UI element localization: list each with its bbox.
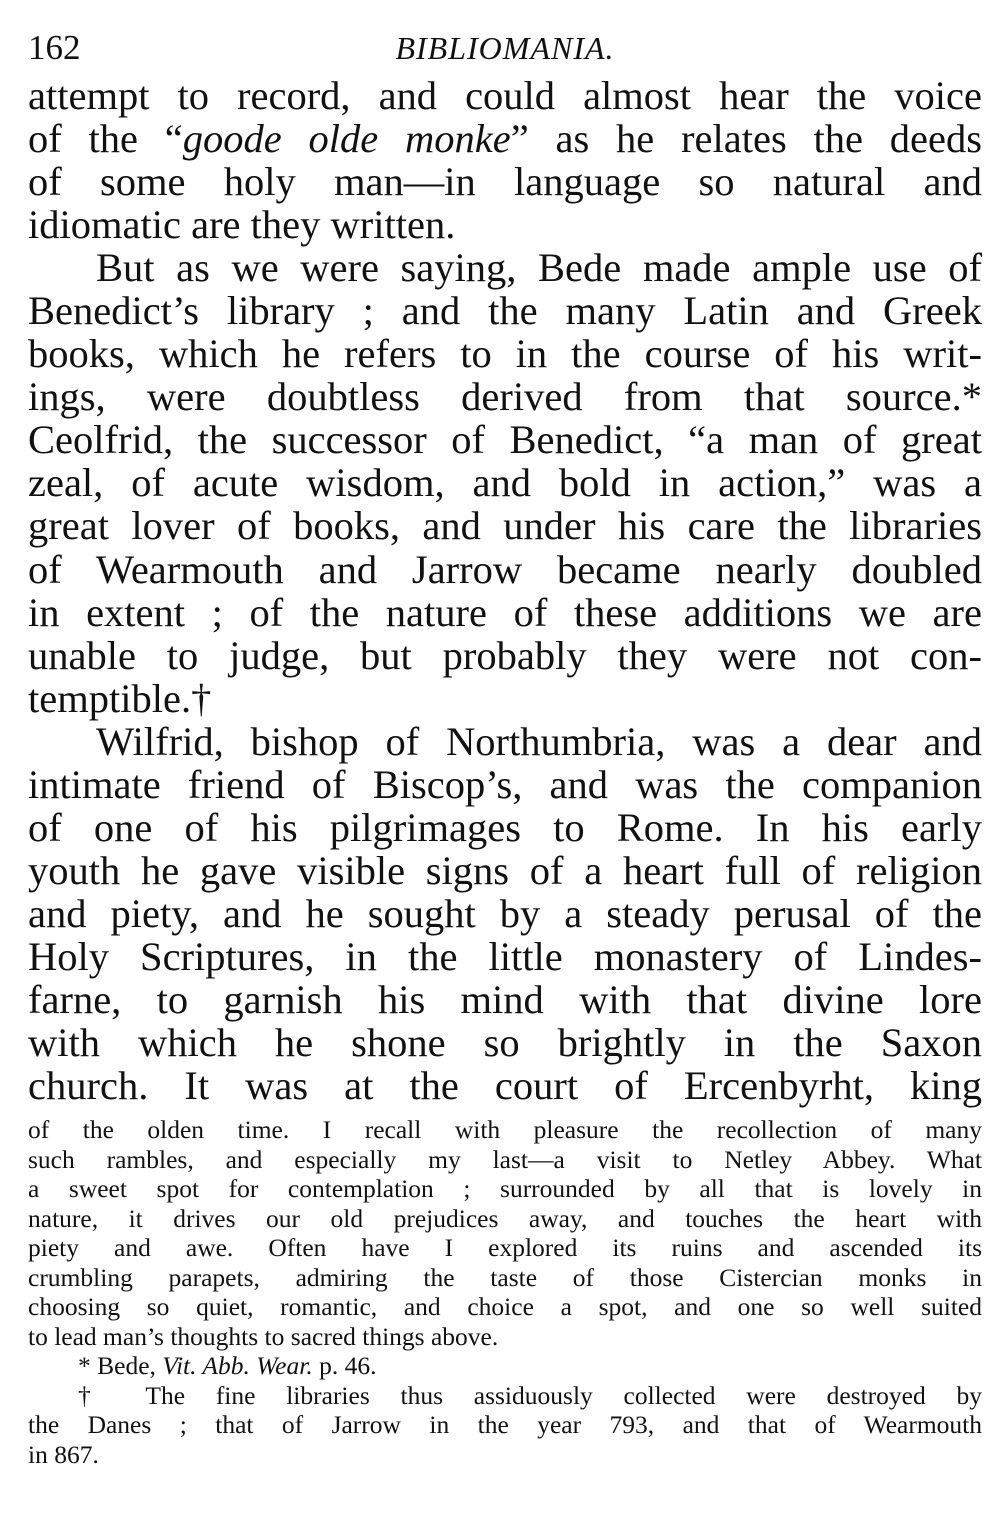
body-line: of some holy man—in language so natural and bbox=[28, 159, 982, 205]
body-line: Holy Scriptures, in the little monastery of Lindes- bbox=[28, 933, 982, 979]
body-line bbox=[28, 117, 982, 160]
footnote-star-source: Vit. Abb. Wear. bbox=[162, 1351, 313, 1381]
body-line: zeal, of acute wisdom, and bold in action,” was a bbox=[28, 460, 982, 506]
body-line: Benedict’s library ; and the many Latin and Greek bbox=[28, 288, 982, 334]
footnote-continued-line: a sweet spot for contemplation ; surrounded by all that is lovely in bbox=[28, 1174, 982, 1204]
body-line: attempt to record, and could almost hear the voice bbox=[28, 73, 982, 118]
body-line: youth he gave visible signs of a heart full of religion bbox=[28, 847, 982, 893]
footnote-dagger-line: in 867. bbox=[28, 1439, 99, 1469]
footnote-continued-line: choosing so quiet, romantic, and choice a spot, and one so well suited bbox=[28, 1292, 982, 1322]
body-line: intimate friend of Biscop’s, and was the companion bbox=[28, 761, 982, 807]
italic-quote: goode olde monke bbox=[182, 116, 511, 162]
body-line-part: of the “ bbox=[28, 116, 183, 162]
body-line: church. It was at the court of Ercenbyrht, king bbox=[28, 1063, 982, 1109]
main-text bbox=[28, 74, 982, 1107]
footnote-star-suffix: p. 46. bbox=[312, 1351, 377, 1381]
paragraph-start-line: But as we were saying, Bede made ample use of bbox=[96, 245, 982, 291]
body-line: Ceolfrid, the successor of Benedict, “a man of great bbox=[28, 417, 982, 463]
body-line: books, which he refers to in the course of his writ- bbox=[28, 331, 982, 377]
body-line: temptible.† bbox=[28, 675, 212, 721]
running-head bbox=[28, 22, 982, 74]
body-line: ings, were doubtless derived from that source.* bbox=[28, 374, 982, 420]
body-line: in extent ; of the nature of these additions we are bbox=[28, 589, 982, 635]
body-line-part: ” as he relates the deeds bbox=[510, 116, 982, 162]
footnote-dagger-line: † The fine libraries thus assiduously collected were destroyed by bbox=[78, 1380, 982, 1410]
footnote-continued-line: nature, it drives our old prejudices away, and touches the heart with bbox=[28, 1203, 982, 1233]
body-line: with which he shone so brightly in the Saxon bbox=[28, 1020, 982, 1066]
body-line: unable to judge, but probably they were not con- bbox=[28, 632, 982, 678]
footnote-continued-line: to lead man’s thoughts to sacred things above. bbox=[28, 1321, 499, 1351]
footnote-continued-line: piety and awe. Often have I explored its ruins and ascended its bbox=[28, 1233, 982, 1263]
footnote-continued-line: of the olden time. I recall with pleasure the recollection of many bbox=[28, 1115, 982, 1145]
book-page bbox=[28, 22, 982, 1469]
body-line: and piety, and he sought by a steady perusal of the bbox=[28, 890, 982, 936]
paragraph-start-line: Wilfrid, bishop of Northumbria, was a dear and bbox=[96, 718, 982, 764]
footnote-continued-line: such rambles, and especially my last—a visit to Netley Abbey. What bbox=[28, 1144, 982, 1174]
footnote-continued-line: crumbling parapets, admiring the taste of those Cistercian monks in bbox=[28, 1262, 982, 1292]
page-number: 162 bbox=[28, 28, 81, 67]
running-title: BIBLIOMANIA. bbox=[395, 30, 615, 66]
body-line: idiomatic are they written. bbox=[28, 202, 456, 248]
body-line: great lover of books, and under his care the libraries bbox=[28, 503, 982, 549]
footnotes bbox=[28, 1115, 982, 1469]
body-line: of Wearmouth and Jarrow became nearly doubled bbox=[28, 546, 982, 592]
footnote-star bbox=[28, 1351, 982, 1381]
body-line: of one of his pilgrimages to Rome. In his early bbox=[28, 804, 982, 850]
body-line: farne, to garnish his mind with that divine lore bbox=[28, 976, 982, 1022]
footnote-star-prefix: * Bede, bbox=[78, 1351, 163, 1381]
footnote-dagger-line: the Danes ; that of Jarrow in the year 793, and that of Wearmouth bbox=[28, 1410, 982, 1440]
